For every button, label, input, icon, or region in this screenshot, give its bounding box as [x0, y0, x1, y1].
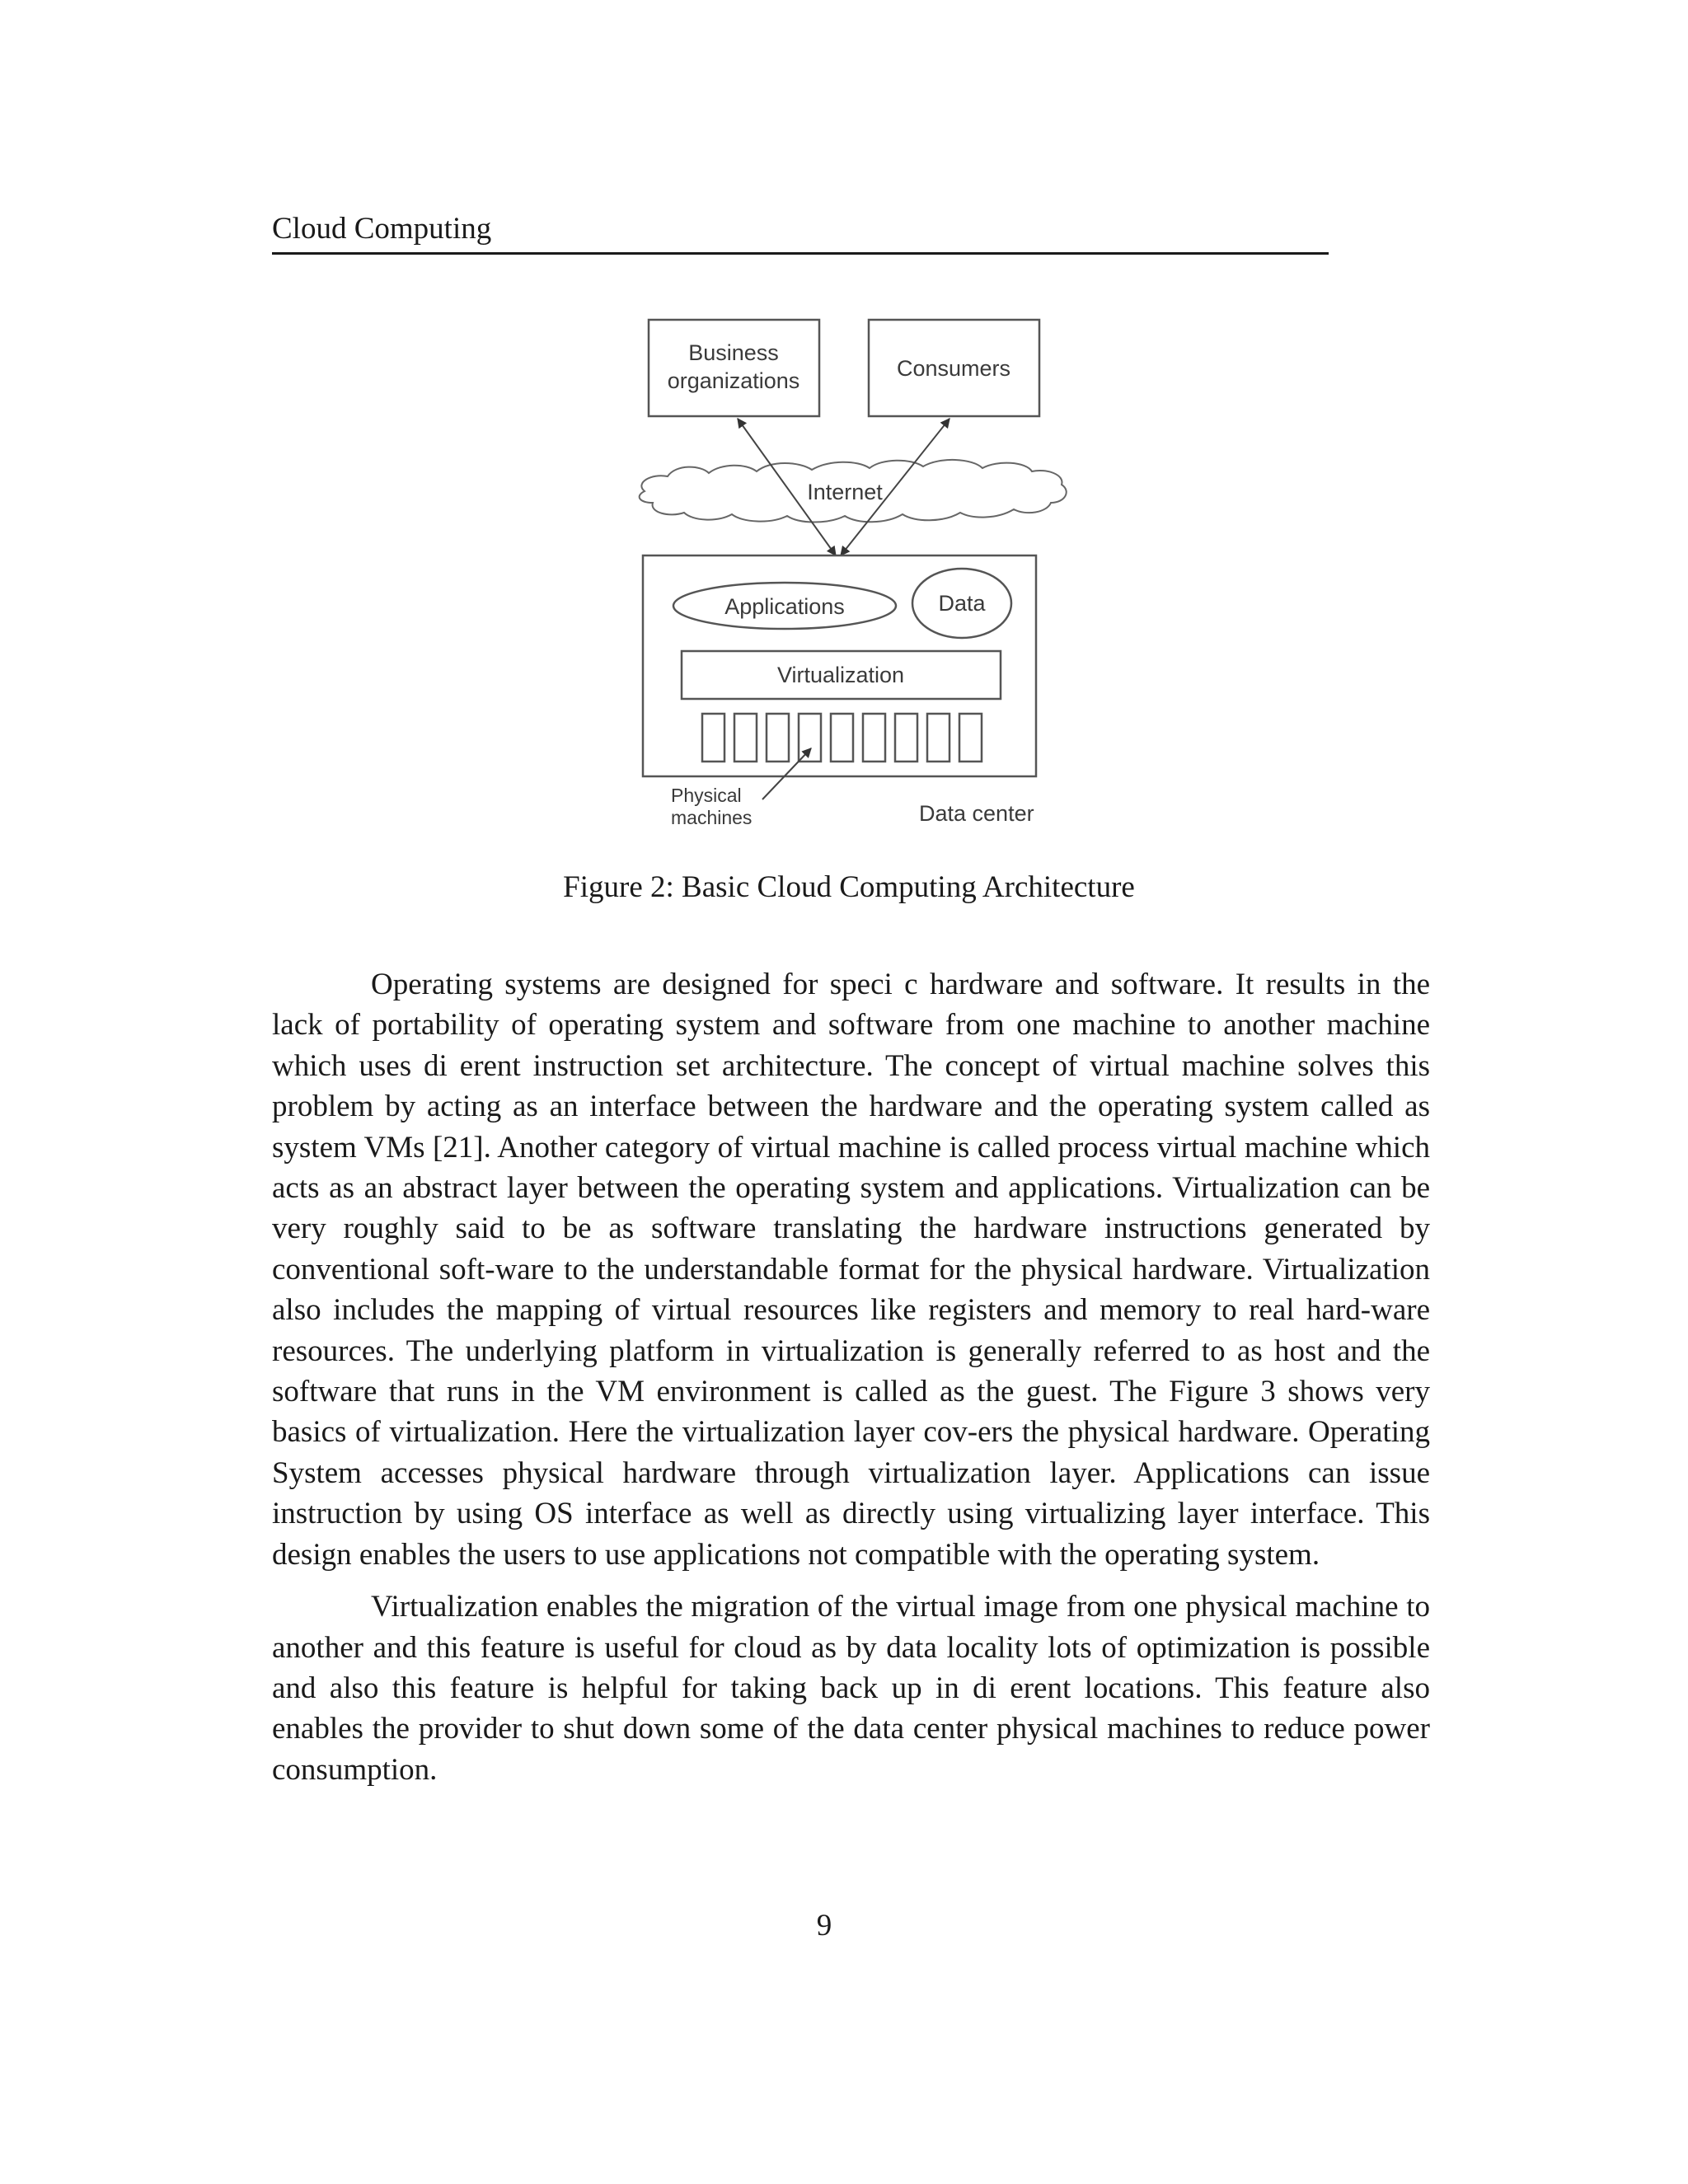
- architecture-diagram: [610, 312, 1080, 839]
- machine-slot: [799, 714, 821, 762]
- page-number: 9: [816, 1909, 832, 1943]
- machine-slot: [831, 714, 853, 762]
- data-center-label: Data center: [919, 801, 1034, 826]
- paragraph: Virtualization enables the migration of the virtual image from one physical machine to another and this feature is useful for cloud as by data locality lots of optimization is possible and also this feature is helpful for taking back up in di erent locations. This feature also enables the provider to shut down some of the data center physical machines to reduce power consumption.: [272, 1590, 1430, 1787]
- machine-slot: [927, 714, 950, 762]
- virtualization-label: Virtualization: [776, 663, 905, 687]
- business-label-line1: Business: [688, 340, 779, 365]
- physical-machines-row: [702, 714, 982, 762]
- running-header: Cloud Computing: [272, 208, 1329, 255]
- business-label-line2: organizations: [667, 368, 800, 393]
- machine-slot: [767, 714, 789, 762]
- data-label: Data: [938, 591, 986, 616]
- machine-slot: [895, 714, 917, 762]
- consumers-label: Consumers: [896, 356, 1011, 381]
- paragraph: Operating systems are designed for speci c hardware and software. It results in the lack of portability of operating system and software from one machine to another machine which uses di erent instruction set architecture. The concept of virtual machine solves this problem by acting as an interface between the hardware and the operating system called as system VMs [21]. Another category of virtual machine is called process virtual machine which acts as an abstract layer between the operating system and applications. Virtualization can be very roughly said to be as software translating the hardware instructions generated by conventional soft-ware to the understandable format for the physical hardware. Virtualization also includes the mapping of virtual resources like registers and memory to real hard-ware resources. The underlying platform in virtualization is generally referred to as host and the software that runs in the VM environment is called as the guest. The Figure 3 shows very basics of virtualization. Here the virtualization layer cov-ers the physical hardware. Operating System accesses physical hardware through virtualization layer. Applications can issue instruction by using OS interface as well as directly using virtualizing layer interface. This design enables the users to use applications not compatible with the operating system.: [272, 968, 1430, 1572]
- physical-label-line2: machines: [671, 807, 753, 828]
- applications-label: Applications: [724, 594, 845, 619]
- body-text: [272, 964, 1430, 1802]
- physical-machines-pointer: [762, 748, 811, 799]
- machine-slot: [734, 714, 757, 762]
- internet-label: Internet: [807, 480, 883, 504]
- architecture-figure: [610, 312, 1080, 839]
- machine-slot: [863, 714, 885, 762]
- machine-slot: [959, 714, 982, 762]
- physical-label-line1: Physical: [671, 785, 742, 806]
- machine-slot: [702, 714, 724, 762]
- figure-caption: Figure 2: Basic Cloud Computing Architecture: [563, 870, 1135, 904]
